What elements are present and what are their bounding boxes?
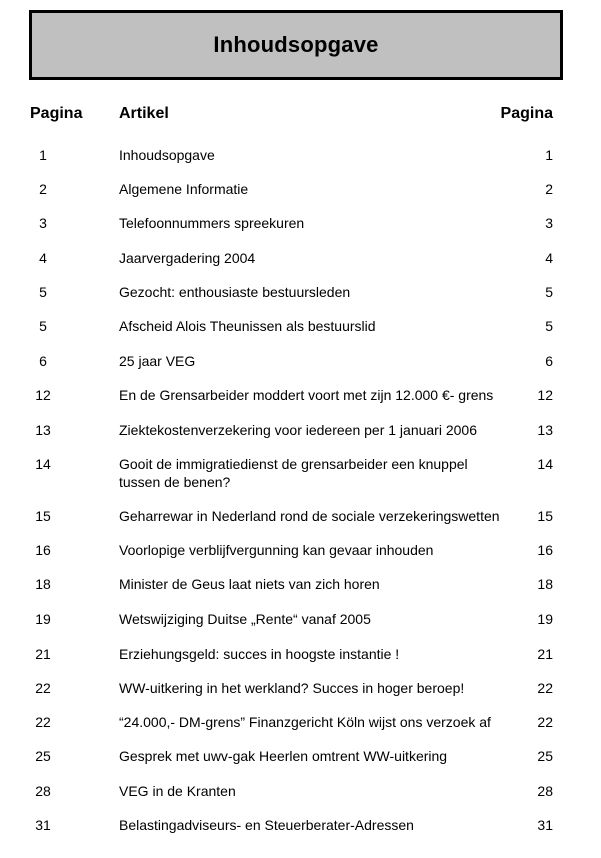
header-page-right: Pagina: [500, 105, 553, 122]
toc-page-right: 19: [537, 611, 553, 627]
toc-page-right: 5: [545, 284, 553, 300]
toc-page-right: 2: [545, 181, 553, 197]
toc-page-right: 22: [537, 680, 553, 696]
toc-article: Wetswijziging Duitse „Rente“ vanaf 2005: [119, 611, 371, 627]
toc-page-left: 4: [39, 250, 47, 266]
toc-page-right: 21: [537, 646, 553, 662]
toc-page-right: 25: [537, 748, 553, 764]
toc-page-left: 2: [39, 181, 47, 197]
toc-page-left: 21: [35, 646, 51, 662]
toc-page-left: 14: [35, 456, 51, 472]
toc-page-left: 18: [35, 576, 51, 592]
title-box: [29, 10, 563, 80]
page-title: Inhoudsopgave: [213, 32, 379, 57]
toc-page-right: 31: [537, 817, 553, 833]
toc-page-left: 28: [35, 783, 51, 799]
toc-article: Belastingadviseurs- en Steuerberater-Adressen: [119, 817, 414, 833]
toc-page-left: 19: [35, 611, 51, 627]
toc-page-left: 25: [35, 748, 51, 764]
toc-page-right: 15: [537, 508, 553, 524]
toc-article: Geharrewar in Nederland rond de sociale verzekeringswetten: [119, 508, 500, 524]
toc-page-right: 5: [545, 318, 553, 334]
toc-article: Algemene Informatie: [119, 181, 249, 197]
toc-page-left: 15: [35, 508, 51, 524]
toc-page-left: 5: [39, 284, 47, 300]
toc-page-right: 22: [537, 714, 553, 730]
toc-article: 25 jaar VEG: [119, 353, 196, 369]
toc-article: “24.000,- DM-grens” Finanzgericht Köln wijst ons verzoek af: [119, 714, 491, 730]
toc-page-right: 14: [537, 456, 553, 472]
toc-page-left: 5: [39, 318, 47, 334]
toc-page-right: 3: [545, 215, 553, 231]
header-page-left: Pagina: [30, 105, 83, 122]
toc-page-left: 3: [39, 215, 47, 231]
toc-page-left: 6: [39, 353, 47, 369]
toc-article: Jaarvergadering 2004: [119, 250, 256, 266]
toc-page-right: 28: [537, 783, 553, 799]
toc-article: Gooit de immigratiedienst de grensarbeider een knuppel tussen de benen?: [119, 456, 468, 490]
toc-article: Inhoudsopgave: [119, 147, 215, 163]
toc-page-left: 16: [35, 542, 51, 558]
toc-article: En de Grensarbeider moddert voort met zijn 12.000 €- grens: [119, 387, 494, 403]
toc-article: Voorlopige verblijfvergunning kan gevaar inhouden: [119, 542, 434, 558]
toc-page-left: 31: [35, 817, 51, 833]
toc-article: Erziehungsgeld: succes in hoogste instantie !: [119, 646, 400, 662]
toc-page-right: 12: [537, 387, 553, 403]
toc-page-left: 1: [39, 147, 47, 163]
toc-article: Gezocht: enthousiaste bestuursleden: [119, 284, 351, 300]
toc-page-left: 12: [35, 387, 51, 403]
header-article: Artikel: [119, 105, 169, 122]
toc-article: Gesprek met uwv-gak Heerlen omtrent WW-uitkering: [119, 748, 448, 764]
toc-page-left: 22: [35, 714, 51, 730]
toc-article: Ziektekostenverzekering voor iedereen per 1 januari 2006: [119, 422, 477, 438]
toc-article: WW-uitkering in het werkland? Succes in hoger beroep!: [119, 680, 465, 696]
toc-page-left: 22: [35, 680, 51, 696]
toc-article: VEG in de Kranten: [119, 783, 236, 799]
toc-page-right: 1: [545, 147, 553, 163]
toc-article: Minister de Geus laat niets van zich horen: [119, 576, 380, 592]
toc-page-right: 13: [537, 422, 553, 438]
toc-article: Telefoonnummers spreekuren: [119, 215, 305, 231]
toc-page-left: 13: [35, 422, 51, 438]
toc-page-right: 4: [545, 250, 553, 266]
toc-page-right: 16: [537, 542, 553, 558]
toc-page-right: 18: [537, 576, 553, 592]
table-header: [0, 105, 601, 129]
toc-article: Afscheid Alois Theunissen als bestuurslid: [119, 318, 376, 334]
toc-page-right: 6: [545, 353, 553, 369]
